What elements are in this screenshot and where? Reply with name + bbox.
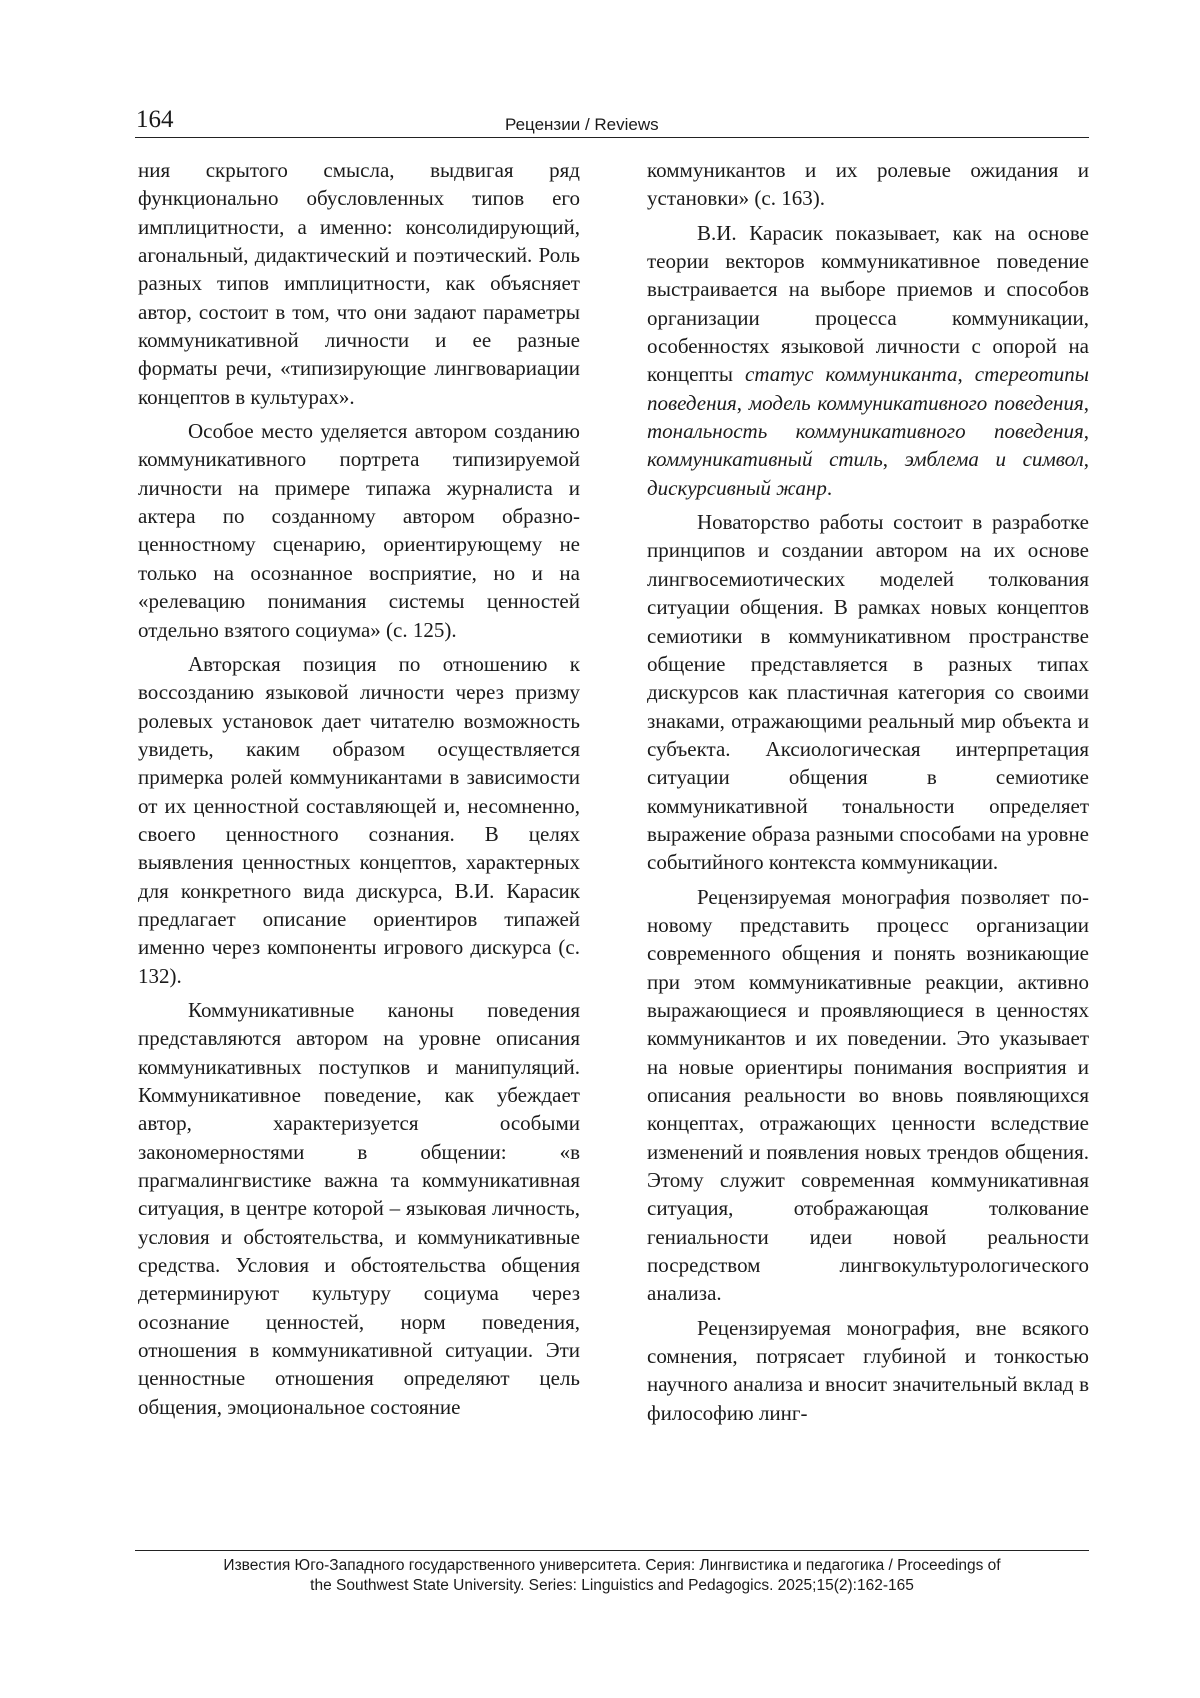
- concept-term: тональность коммуникативного поведения: [647, 419, 1084, 444]
- concept-term: модель коммуникативного поведения: [748, 390, 1084, 415]
- left-paragraph-4: Коммуникативные каноны поведения представляются автором на уровне описания коммуникативных поступков и манипуляций. Коммуникативное поведение, как убеждает автор, характеризуется особыми закономерностями в общении: «в прагмалингвистике важна та коммуникативная ситуация, в центре которой – языковая личность, условия и обстоятельства, и коммуникативные средства. Условия и обстоятельства общения детерминируют культуру социума через осознание ценностей, норм поведения, отношения в коммуникативной ситуации. Эти ценностные отношения определяют цель общения, эмоциональное состояние: [138, 997, 580, 1419]
- left-paragraph-2: Особое место уделяется автором созданию коммуникативного портрета типизируемой личности на примере типажа журналиста и актера по созданному автором образно-ценностному сценарию, ориентирующему не только на осознанное восприятие, но и на «релевацию понимания системы ценностей отдельно взятого социума» (с. 125).: [138, 419, 580, 642]
- left-paragraph-1: ния скрытого смысла, выдвигая ряд функционально обусловленных типов его имплицитности, а именно: консолидирующий, агональный, дидактический и поэтический. Роль разных типов имплицитности, как объясняет автор, состоит в том, что они задают параметры коммуникативной личности и ее разные форматы речи, «типизирующие лингвовариации концептов в культурах».: [138, 158, 580, 409]
- journal-footer: [135, 1556, 1089, 1596]
- header-rule: [135, 137, 1089, 138]
- right-column: [647, 156, 1089, 1427]
- concept-term: статус коммуниканта: [745, 362, 958, 387]
- concept-term: дискурсивный жанр: [647, 475, 827, 500]
- concept-term: коммуникативный стиль: [647, 447, 883, 472]
- left-paragraph-3: Авторская позиция по отношению к воссозданию языковой личности через призму ролевых установок дает читателю возможность увидеть, каким образом осуществляется примерка ролей коммуникантами в зависимости от их ценностной составляющей и, несомненно, своего ценностного сознания. В целях выявления ценностных концептов, характерных для конкретного вида дискурса, В.И. Карасик предлагает описание ориентиров типажей именно через компоненты игрового дискурса (с. 132).: [138, 651, 580, 988]
- concept-term: стереотипы поведения: [647, 362, 1089, 415]
- running-title: Рецензии / Reviews: [505, 115, 659, 134]
- right-paragraph-2: В.И. Карасик показывает, как на основе теории векторов коммуникативное поведение выстраивается на выборе приемов и способов организации процесса коммуникации, особенностях языковой личности с опорой на концепты статус коммуниканта, стереотипы поведения, модель коммуникативного поведения, тональность коммуникативного поведения, коммуникативный стиль, эмблема и символ, дискурсивный жанр.: [647, 220, 1090, 500]
- left-column: [138, 156, 580, 1421]
- right-paragraph-1: коммуникантов и их ролевые ожидания и установки» (с. 163).: [647, 158, 1089, 211]
- page-number: 164: [136, 106, 174, 133]
- concept-term: эмблема и символ: [904, 447, 1084, 472]
- right-paragraph-5: Рецензируемая монография, вне всякого сомнения, потрясает глубиной и тонкостью научного анализа и вносит значительный вклад в философию линг-: [647, 1315, 1089, 1425]
- right-paragraph-4: Рецензируемая монография позволяет по-новому представить процесс организации современного общения и понять возникающие при этом коммуникативные реакции, активно выражающиеся и проявляющиеся в ценностях коммуникантов и их поведении. Это указывает на новые ориентиры понимания восприятия и описания реальности во вновь появляющихся концептах, отражающих ценности вследствие изменений и появления новых трендов общения. Этому служит современная коммуникативная ситуация, отображающая толкование гениальности идеи новой реальности посредством лингвокультурологического анализа.: [647, 884, 1089, 1306]
- right-paragraph-3: Новаторство работы состоит в разработке принципов и создании автором на их основе лингвосемиотических моделей толкования ситуации общения. В рамках новых концептов семиотики в коммуникативном пространстве общение представляется в разных типах дискурсов как пластичная категория со своими знаками, отражающими реальный мир объекта и субъекта. Аксиологическая интерпретация ситуации общения в семиотике коммуникативной тональности определяет выражение образа разными способами на уровне событийного контекста коммуникации.: [647, 510, 1089, 875]
- footer-rule: [135, 1550, 1089, 1551]
- footer-line-1: Известия Юго-Западного государственного университета. Серия: Лингвистика и педагогика / Proceedings of: [223, 1557, 1001, 1574]
- footer-line-2: the Southwest State University. Series: Linguistics and Pedagogics. 2025;15(2):162-165: [310, 1577, 914, 1594]
- concepts-intro: В.И. Карасик показывает, как на основе теории векторов коммуникативное поведение выстраивается на выборе приемов и способов организации процесса коммуникации, особенностях языковой личности с опорой на концепты: [647, 220, 1089, 387]
